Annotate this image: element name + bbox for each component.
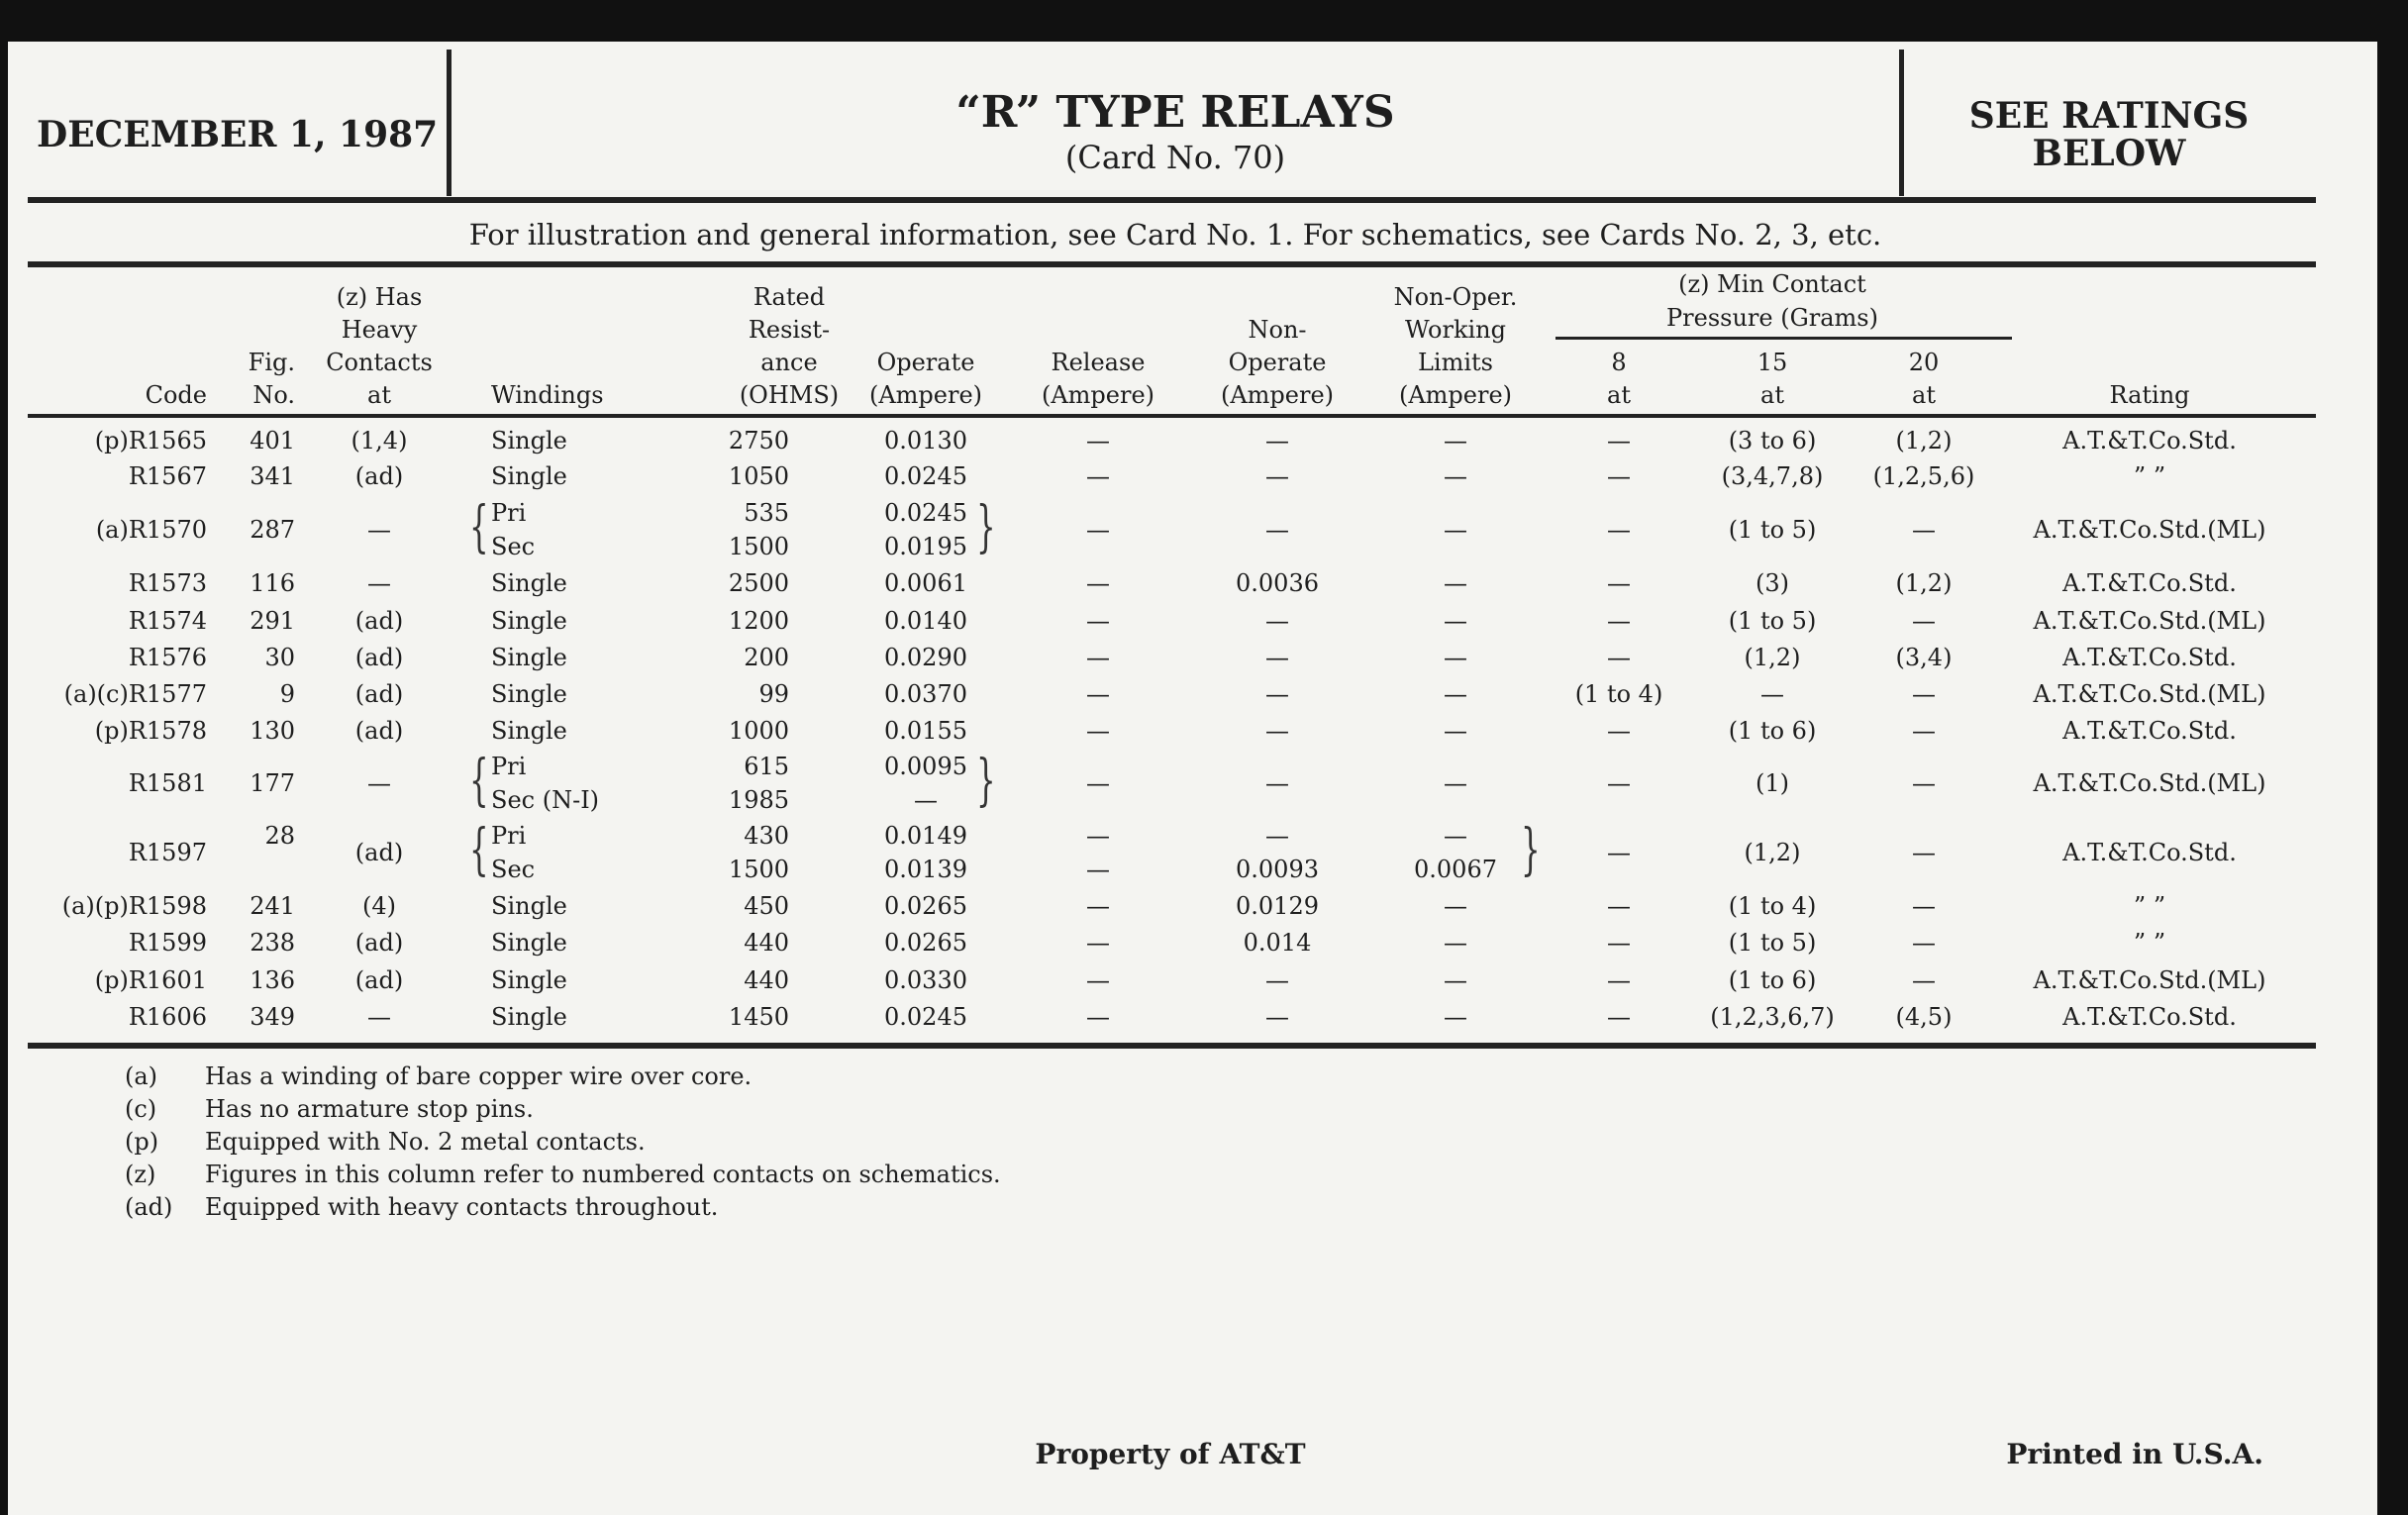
cell-p8: — [1607, 1003, 1631, 1031]
column-header-contacts: (z) Has [336, 283, 423, 311]
cell-rating: A.T.&T.Co.Std.(ML) [2033, 516, 2266, 544]
cell-p20: (4,5) [1895, 1003, 1953, 1031]
column-header-nonoperate: Operate [1228, 349, 1327, 376]
cell-working: — [1444, 769, 1467, 797]
cell-resistance: 99 [758, 680, 789, 708]
cell-operate: 0.0330 [884, 966, 967, 994]
cell-contacts: (1,4) [351, 427, 408, 454]
cell-windings: Pri [491, 822, 527, 850]
group-header-line2: Pressure (Grams) [1666, 304, 1878, 332]
cell-p20: — [1912, 516, 1936, 544]
cell-nonoperate: — [1265, 822, 1289, 850]
column-header-operate: (Ampere) [868, 381, 983, 409]
card-date: DECEMBER 1, 1987 [37, 114, 439, 155]
cell-operate: 0.0155 [884, 717, 967, 745]
cell-code: R1574 [128, 607, 207, 635]
cell-windings: Single [491, 966, 567, 994]
cell-fig: 349 [250, 1003, 295, 1031]
cell-p20: (1,2,5,6) [1872, 462, 1975, 490]
cell-working: 0.0067 [1414, 856, 1497, 883]
cell-p15: (1 to 4) [1728, 892, 1817, 920]
cell-release: — [1086, 516, 1110, 544]
column-header-windings: Windings [491, 381, 604, 409]
cell-nonoperate: — [1265, 427, 1289, 454]
cell-rating: A.T.&T.Co.Std.(ML) [2033, 966, 2266, 994]
cell-code: R1573 [128, 569, 207, 597]
right-brace: } [976, 749, 996, 813]
cell-resistance: 200 [744, 644, 789, 671]
cell-operate: 0.0061 [884, 569, 967, 597]
cell-rating: A.T.&T.Co.Std. [2062, 427, 2237, 454]
cell-nonoperate: — [1265, 966, 1289, 994]
cell-windings: Sec [491, 533, 536, 560]
left-brace: { [469, 818, 489, 882]
cell-p20: — [1912, 892, 1936, 920]
cell-working: — [1444, 929, 1467, 957]
cell-code: (a)(c)R1577 [63, 680, 207, 708]
cell-fig: 130 [250, 717, 295, 745]
cell-nonoperate: 0.0036 [1236, 569, 1319, 597]
cell-fig: 116 [250, 569, 295, 597]
table-bottom-rule [28, 1043, 2316, 1049]
cell-p8: — [1607, 839, 1631, 866]
column-header-working: Working [1405, 316, 1506, 344]
cell-nonoperate: 0.014 [1243, 929, 1312, 957]
cell-p8: — [1607, 892, 1631, 920]
cell-p20: (1,2) [1895, 569, 1953, 597]
cell-resistance: 450 [744, 892, 789, 920]
cell-contacts: (ad) [354, 966, 404, 994]
footnote-text: Figures in this column refer to numbered contacts on schematics. [205, 1161, 1001, 1188]
cell-windings: Pri [491, 499, 527, 527]
cell-resistance: 1000 [728, 717, 789, 745]
cell-p8: — [1607, 607, 1631, 635]
footnote-key: (ad) [125, 1193, 173, 1221]
column-header-p8: 8 [1611, 349, 1627, 376]
cell-rating: A.T.&T.Co.Std. [2062, 717, 2237, 745]
cell-p20: — [1912, 607, 1936, 635]
cell-release: — [1086, 607, 1110, 635]
column-header-rating: Rating [2109, 381, 2190, 409]
cell-nonoperate: — [1265, 717, 1289, 745]
cell-p15: (1,2,3,6,7) [1710, 1003, 1835, 1031]
cell-resistance: 2500 [728, 569, 789, 597]
cell-resistance: 440 [744, 966, 789, 994]
cell-rating: A.T.&T.Co.Std.(ML) [2033, 607, 2266, 635]
cell-operate: 0.0095 [884, 753, 967, 780]
cell-resistance: 535 [744, 499, 789, 527]
cell-operate: 0.0140 [884, 607, 967, 635]
cell-p8: — [1607, 644, 1631, 671]
cell-code: R1597 [128, 839, 207, 866]
cell-p15: (3) [1756, 569, 1789, 597]
cell-resistance: 430 [744, 822, 789, 850]
cell-p20: — [1912, 717, 1936, 745]
column-header-p8: at [1607, 381, 1631, 409]
cell-rating: ” ” [2133, 462, 2166, 490]
card-title: “R” TYPE RELAYS [955, 87, 1395, 138]
column-header-fig: No. [252, 381, 295, 409]
cell-nonoperate: 0.0093 [1236, 856, 1319, 883]
group-header-rule [1555, 337, 2012, 340]
header-bottom-rule [28, 414, 2316, 418]
cell-resistance: 2750 [728, 427, 789, 454]
cell-release: — [1086, 929, 1110, 957]
cell-windings: Single [491, 644, 567, 671]
cell-fig: 238 [250, 929, 295, 957]
cell-contacts: (ad) [354, 929, 404, 957]
cell-operate: 0.0195 [884, 533, 967, 560]
footnote-key: (a) [125, 1062, 158, 1090]
cell-p20: (1,2) [1895, 427, 1953, 454]
cell-release: — [1086, 644, 1110, 671]
cell-resistance: 440 [744, 929, 789, 957]
cell-code: (p)R1601 [94, 966, 207, 994]
header-divider-right [1899, 50, 1904, 196]
cell-contacts: (ad) [354, 680, 404, 708]
cell-operate: 0.0139 [884, 856, 967, 883]
column-header-p20: 20 [1908, 349, 1940, 376]
cell-fig: 136 [250, 966, 295, 994]
cell-working: — [1444, 516, 1467, 544]
cell-working: — [1444, 1003, 1467, 1031]
cell-contacts: (ad) [354, 717, 404, 745]
cell-contacts: — [367, 569, 391, 597]
left-brace: { [469, 495, 489, 559]
cell-code: (a)R1570 [95, 516, 207, 544]
footnote-key: (p) [125, 1128, 159, 1156]
table-top-rule [28, 261, 2316, 267]
footnote-key: (z) [125, 1161, 156, 1188]
cell-working: — [1444, 569, 1467, 597]
column-header-fig: Fig. [248, 349, 295, 376]
cell-resistance: 1050 [728, 462, 789, 490]
column-header-operate: Operate [876, 349, 975, 376]
cell-release: — [1086, 856, 1110, 883]
cell-operate: 0.0370 [884, 680, 967, 708]
column-header-p15: at [1760, 381, 1784, 409]
cell-p8: — [1607, 427, 1631, 454]
cell-p15: (1 to 6) [1728, 717, 1817, 745]
cell-operate: 0.0290 [884, 644, 967, 671]
cell-nonoperate: — [1265, 607, 1289, 635]
cell-p15: (1 to 5) [1728, 929, 1817, 957]
see-ratings-line2: BELOW [2032, 133, 2186, 174]
cell-p15: — [1760, 680, 1784, 708]
column-header-resistance: ance [760, 349, 818, 376]
cell-p15: (1 to 5) [1728, 607, 1817, 635]
cell-release: — [1086, 1003, 1110, 1031]
cell-release: — [1086, 680, 1110, 708]
cell-working: — [1444, 607, 1467, 635]
left-brace: { [469, 749, 489, 813]
cell-p8: — [1607, 769, 1631, 797]
cell-p15: (1) [1756, 769, 1789, 797]
see-ratings-line1: SEE RATINGS [1968, 95, 2250, 137]
cell-contacts: (ad) [354, 607, 404, 635]
cell-p20: — [1912, 839, 1936, 866]
cell-p20: — [1912, 929, 1936, 957]
cell-rating: A.T.&T.Co.Std.(ML) [2033, 769, 2266, 797]
cell-p8: (1 to 4) [1574, 680, 1663, 708]
cell-contacts: (4) [362, 892, 396, 920]
cell-p20: — [1912, 966, 1936, 994]
cell-p15: (3 to 6) [1728, 427, 1817, 454]
cell-operate: 0.0265 [884, 929, 967, 957]
cell-release: — [1086, 462, 1110, 490]
cell-p15: (1 to 5) [1728, 516, 1817, 544]
cell-windings: Single [491, 607, 567, 635]
cell-operate: 0.0245 [884, 1003, 967, 1031]
column-header-release: Release [1051, 349, 1146, 376]
property-note: Property of AT&T [1035, 1438, 1306, 1470]
cell-operate: 0.0265 [884, 892, 967, 920]
cell-p8: — [1607, 717, 1631, 745]
cell-contacts: — [367, 516, 391, 544]
cell-operate: 0.0245 [884, 462, 967, 490]
cell-code: R1576 [128, 644, 207, 671]
column-header-resistance: (OHMS) [739, 381, 840, 409]
cell-nonoperate: — [1265, 769, 1289, 797]
cell-nonoperate: — [1265, 680, 1289, 708]
cell-p8: — [1607, 569, 1631, 597]
cell-windings: Sec [491, 856, 536, 883]
header-divider-left [447, 50, 452, 196]
cell-nonoperate: — [1265, 516, 1289, 544]
footnote-key: (c) [125, 1095, 157, 1123]
cell-p15: (1 to 6) [1728, 966, 1817, 994]
column-header-p15: 15 [1756, 349, 1788, 376]
column-header-contacts: Contacts [326, 349, 433, 376]
cell-rating: A.T.&T.Co.Std. [2062, 644, 2237, 671]
column-header-contacts: at [367, 381, 391, 409]
cell-release: — [1086, 769, 1110, 797]
cell-code: (a)(p)R1598 [61, 892, 207, 920]
right-brace: } [976, 495, 996, 559]
cell-p8: — [1607, 462, 1631, 490]
cell-code: R1599 [128, 929, 207, 957]
cell-windings: Single [491, 892, 567, 920]
cell-windings: Single [491, 680, 567, 708]
column-header-nonoperate: Non- [1248, 316, 1307, 344]
cell-p8: — [1607, 516, 1631, 544]
cell-contacts: — [367, 1003, 391, 1031]
right-brace: } [1521, 818, 1541, 882]
cell-working: — [1444, 892, 1467, 920]
column-header-resistance: Resist- [748, 316, 831, 344]
cell-working: — [1444, 966, 1467, 994]
footnote-text: Has no armature stop pins. [205, 1095, 534, 1123]
cell-rating: ” ” [2133, 929, 2166, 957]
column-header-release: (Ampere) [1041, 381, 1155, 409]
cell-resistance: 1500 [728, 533, 789, 560]
column-header-nonoperate: (Ampere) [1220, 381, 1335, 409]
cell-p15: (1,2) [1744, 644, 1801, 671]
cell-code: R1567 [128, 462, 207, 490]
cell-contacts: (ad) [354, 462, 404, 490]
group-header-line1: (z) Min Contact [1678, 270, 1866, 298]
cell-release: — [1086, 966, 1110, 994]
cell-rating: A.T.&T.Co.Std. [2062, 569, 2237, 597]
cell-windings: Sec (N-I) [491, 786, 600, 814]
cell-rating: A.T.&T.Co.Std.(ML) [2033, 680, 2266, 708]
cell-release: — [1086, 717, 1110, 745]
column-header-working: (Ampere) [1398, 381, 1513, 409]
cell-resistance: 1985 [728, 786, 789, 814]
cell-code: R1606 [128, 1003, 207, 1031]
cell-fig: 401 [250, 427, 295, 454]
card-subtitle: (Card No. 70) [1064, 139, 1286, 176]
cell-p15: (3,4,7,8) [1721, 462, 1824, 490]
cell-windings: Pri [491, 753, 527, 780]
cell-working: — [1444, 427, 1467, 454]
cell-resistance: 1200 [728, 607, 789, 635]
cell-operate: — [914, 786, 938, 814]
cell-working: — [1444, 680, 1467, 708]
cell-fig: 9 [279, 680, 295, 708]
cell-nonoperate: — [1265, 644, 1289, 671]
cell-fig: 291 [250, 607, 295, 635]
column-header-working: Limits [1417, 349, 1494, 376]
cell-p20: — [1912, 680, 1936, 708]
cell-fig: 287 [250, 516, 295, 544]
cell-fig: 341 [250, 462, 295, 490]
footnote-text: Equipped with heavy contacts throughout. [205, 1193, 719, 1221]
header-rule [28, 197, 2316, 203]
cell-p20: (3,4) [1895, 644, 1953, 671]
cell-resistance: 615 [744, 753, 789, 780]
column-header-resistance: Rated [752, 283, 826, 311]
cell-p15: (1,2) [1744, 839, 1801, 866]
column-header-working: Non-Oper. [1393, 283, 1518, 311]
cell-release: — [1086, 427, 1110, 454]
cell-rating: A.T.&T.Co.Std. [2062, 1003, 2237, 1031]
column-header-contacts: Heavy [341, 316, 418, 344]
cell-working: — [1444, 644, 1467, 671]
cell-nonoperate: 0.0129 [1236, 892, 1319, 920]
cell-release: — [1086, 822, 1110, 850]
footnote-text: Has a winding of bare copper wire over core. [205, 1062, 752, 1090]
column-header-p20: at [1912, 381, 1936, 409]
cell-p20: — [1912, 769, 1936, 797]
cell-working: — [1444, 717, 1467, 745]
cell-nonoperate: — [1265, 1003, 1289, 1031]
cell-windings: Single [491, 717, 567, 745]
cell-windings: Single [491, 427, 567, 454]
cell-fig: 177 [250, 769, 295, 797]
cell-fig: 30 [264, 644, 295, 671]
cell-windings: Single [491, 929, 567, 957]
cell-release: — [1086, 892, 1110, 920]
cell-windings: Single [491, 1003, 567, 1031]
cell-p8: — [1607, 966, 1631, 994]
cell-working: — [1444, 822, 1467, 850]
cell-resistance: 1450 [728, 1003, 789, 1031]
footnote-text: Equipped with No. 2 metal contacts. [205, 1128, 646, 1156]
cell-windings: Single [491, 569, 567, 597]
cell-operate: 0.0130 [884, 427, 967, 454]
cell-nonoperate: — [1265, 462, 1289, 490]
cell-rating: ” ” [2133, 892, 2166, 920]
printed-note: Printed in U.S.A. [2006, 1438, 2263, 1470]
cell-code: R1581 [128, 769, 207, 797]
cell-release: — [1086, 569, 1110, 597]
cell-code: (p)R1565 [94, 427, 207, 454]
cell-operate: 0.0245 [884, 499, 967, 527]
cell-fig: 241 [250, 892, 295, 920]
column-header-code: Code [145, 381, 207, 409]
intro-text: For illustration and general information, see Card No. 1. For schematics, see Cards No. 2, 3, etc. [468, 218, 1882, 252]
cell-contacts: — [367, 769, 391, 797]
cell-rating: A.T.&T.Co.Std. [2062, 839, 2237, 866]
cell-resistance: 1500 [728, 856, 789, 883]
cell-fig: 28 [264, 822, 295, 850]
cell-operate: 0.0149 [884, 822, 967, 850]
cell-code: (p)R1578 [94, 717, 207, 745]
cell-contacts: (ad) [354, 644, 404, 671]
cell-p8: — [1607, 929, 1631, 957]
cell-windings: Single [491, 462, 567, 490]
cell-working: — [1444, 462, 1467, 490]
cell-contacts: (ad) [354, 839, 404, 866]
